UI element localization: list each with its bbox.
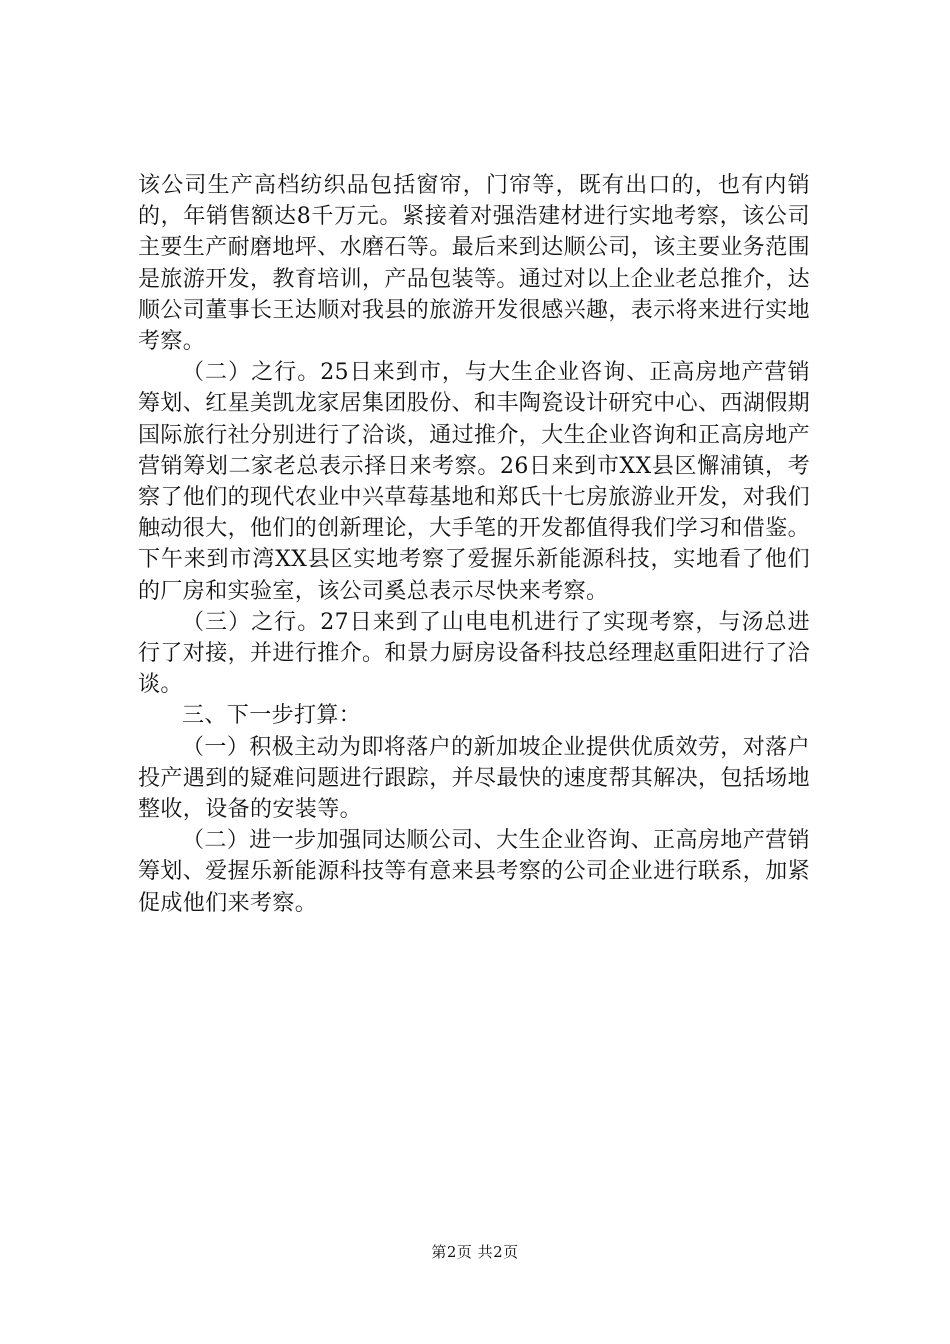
paragraph-visit-three: （三）之行。27日来到了山电电机进行了实现考察，与汤总进行了对接，并进行推介。和景力厨房设备科技总经理赵重阳进行了洽谈。 <box>138 609 811 698</box>
paragraph-visit-two: （二）之行。25日来到市，与大生企业咨询、正高房地产营销筹划、红星美凯龙家居集团股份、和丰陶瓷设计研究中心、西湖假期国际旅行社分别进行了洽谈，通过推介，大生企业咨询和正高房地产营销筹划二家老总表示择日来考察。26日来到市XX县区懈浦镇，考察了他们的现代农业中兴草莓基地和郑氏十七房旅游业开发，对我们触动很大，他们的创新理论，大手笔的开发都值得我们学习和借鉴。下午来到市湾XX县区实地考察了爱握乐新能源科技，实地看了他们的厂房和实验室，该公司奚总表示尽快来考察。 <box>138 360 811 604</box>
paragraph-plan-one: （一）积极主动为即将落户的新加坡企业提供优质效劳，对落户投产遇到的疑难问题进行跟踪，并尽最快的速度帮其解决，包括场地整收，设备的安装等。 <box>138 734 811 823</box>
section-heading-next-steps: 三、下一步打算： <box>182 703 362 729</box>
document-body <box>138 170 810 919</box>
paragraph-continuation: 该公司生产高档纺织品包括窗帘，门帘等，既有出口的，也有内销的，年销售额达8千万元。紧接着对强浩建材进行实地考察，该公司主要生产耐磨地坪、水磨石等。最后来到达顺公司，该主要业务范围是旅游开发，教育培训，产品包装等。通过对以上企业老总推介，达顺公司董事长王达顺对我县的旅游开发很感兴趣，表示将来进行实地考察。 <box>138 173 811 355</box>
paragraph-plan-two: （二）进一步加强同达顺公司、大生企业咨询、正高房地产营销筹划、爱握乐新能源科技等有意来县考察的公司企业进行联系，加紧促成他们来考察。 <box>138 828 811 916</box>
page-footer: 第2页 共2页 <box>431 1243 519 1261</box>
